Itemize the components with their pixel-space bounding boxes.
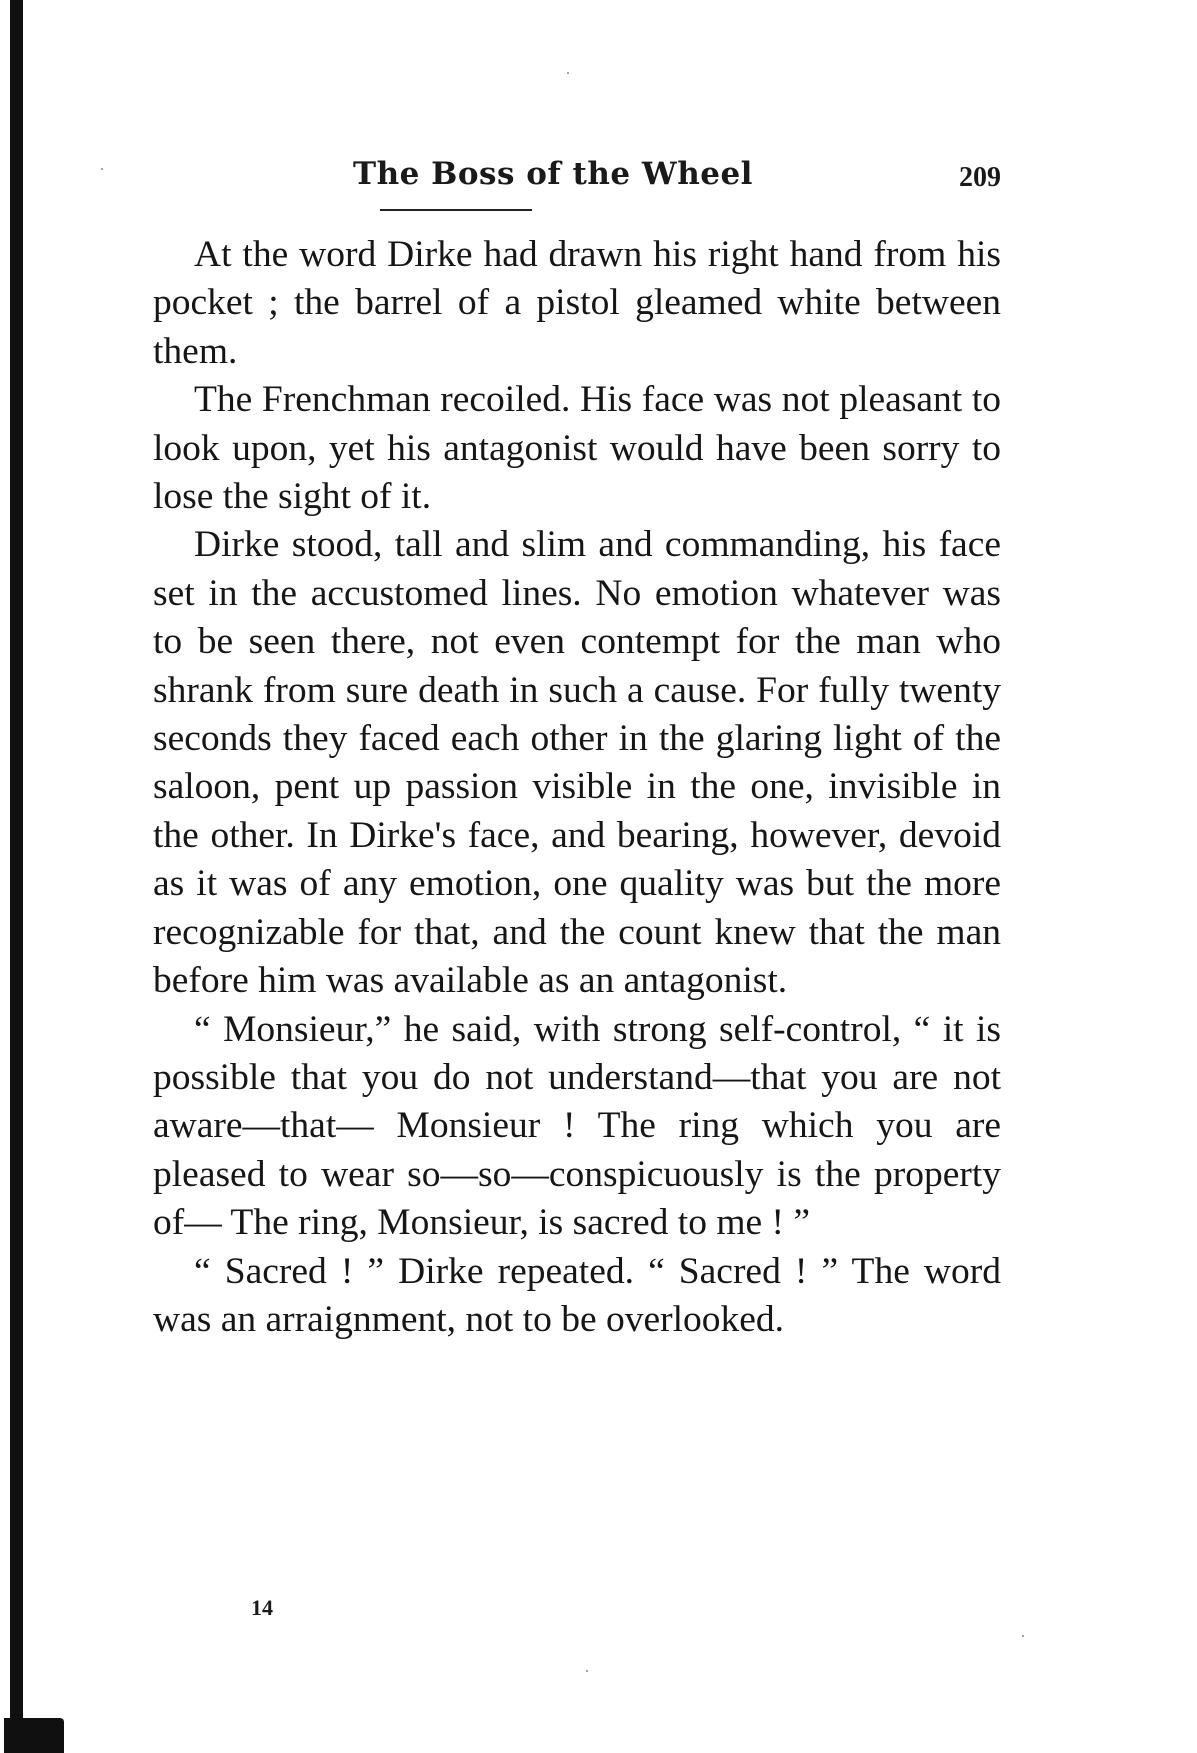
book-title: The Boss of the Wheel — [353, 156, 753, 192]
running-head — [153, 150, 1001, 200]
print-speck — [567, 72, 569, 74]
binding-edge-foot — [4, 1718, 64, 1753]
paragraph: Dirke stood, tall and slim and commanding, his face set in the accustomed lines. No emotion whatever was to be seen there, not even contempt for the man who shrank from sure death in such a cause. For fully twenty seconds they faced each other in the glaring light of the saloon, pent up passion visible in the one, invisible in the other. In Dirke's face, and bearing, however, devoid as it was of any emotion, one quality was but the more recognizable for that, and the count knew that the man before him was available as an antagonist. — [153, 524, 1001, 1002]
paragraph: “ Monsieur,” he said, with strong self-control, “ it is possible that you do not understand—that you are not aware—that— Monsieur ! The ring which you are pleased to wear so—so—conspicuously is the property of— The ring, Monsieur, is sacred to me ! ” — [153, 1008, 1001, 1244]
binding-edge — [10, 0, 23, 1722]
print-speck — [101, 168, 103, 170]
paragraph: “ Sacred ! ” Dirke repeated. “ Sacred ! ” The word was an arraignment, not to be overlooked. — [153, 1250, 1001, 1340]
page-number: 209 — [959, 162, 1001, 193]
paragraph: At the word Dirke had drawn his right hand from his pocket ; the barrel of a pistol gleamed white between them. — [153, 234, 1001, 372]
header-rule — [380, 209, 532, 211]
print-speck — [1022, 1635, 1024, 1637]
body-text — [153, 231, 1001, 1344]
print-speck — [586, 1670, 588, 1672]
signature-mark: 14 — [251, 1595, 273, 1620]
paragraph: The Frenchman recoiled. His face was not pleasant to look upon, yet his antagonist would have been sorry to lose the sight of it. — [153, 379, 1001, 518]
